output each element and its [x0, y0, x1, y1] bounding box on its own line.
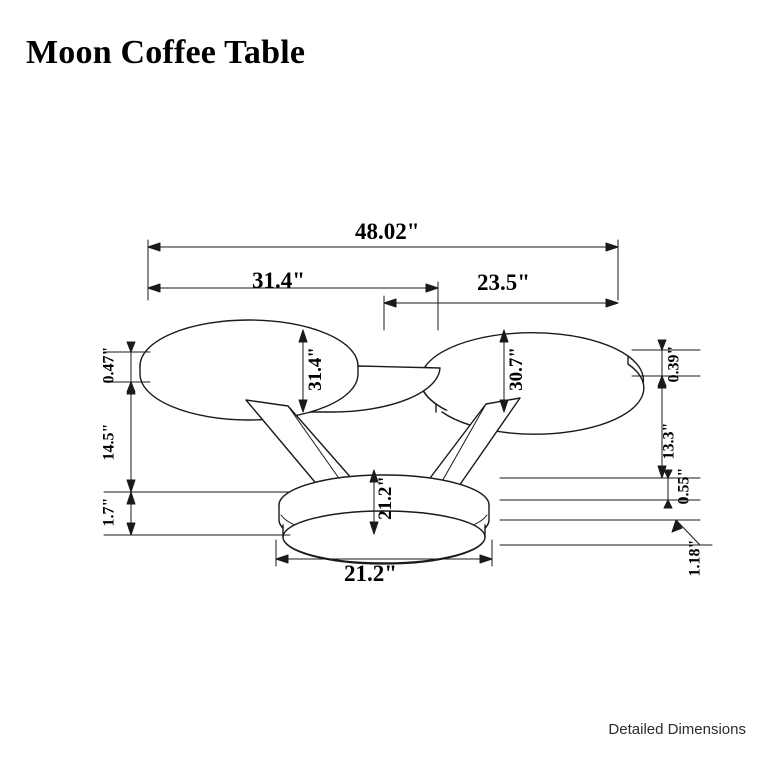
- dimension-label-right-foot-height: 1.18": [686, 539, 704, 577]
- dimension-label-right-plate-height: 0.55": [675, 467, 693, 505]
- dimension-label-left-top-thickness: 0.47": [100, 346, 118, 384]
- dimension-label-right-top-thickness: 0.39": [665, 345, 683, 383]
- dimension-label-base-depth: 21.2": [374, 476, 396, 520]
- dimension-label-top-tier-width: 31.4": [252, 268, 306, 293]
- dimension-label-right-leg-height: 13.3": [660, 422, 678, 460]
- dimension-label-left-leg-height: 14.5": [100, 423, 118, 461]
- page-title: Moon Coffee Table: [26, 34, 306, 71]
- detailed-dimensions-caption: Detailed Dimensions: [608, 721, 746, 738]
- dimension-label-top-tier-depth: 31.4": [304, 347, 326, 391]
- dimension-label-overall-width: 48.02": [355, 219, 420, 244]
- dimension-label-base-width: 21.2": [344, 561, 398, 586]
- dimension-label-lower-tier-width: 23.5": [477, 270, 531, 295]
- dimension-label-left-base-height: 1.7": [100, 497, 118, 527]
- dimension-label-lower-tier-depth: 30.7": [505, 347, 527, 391]
